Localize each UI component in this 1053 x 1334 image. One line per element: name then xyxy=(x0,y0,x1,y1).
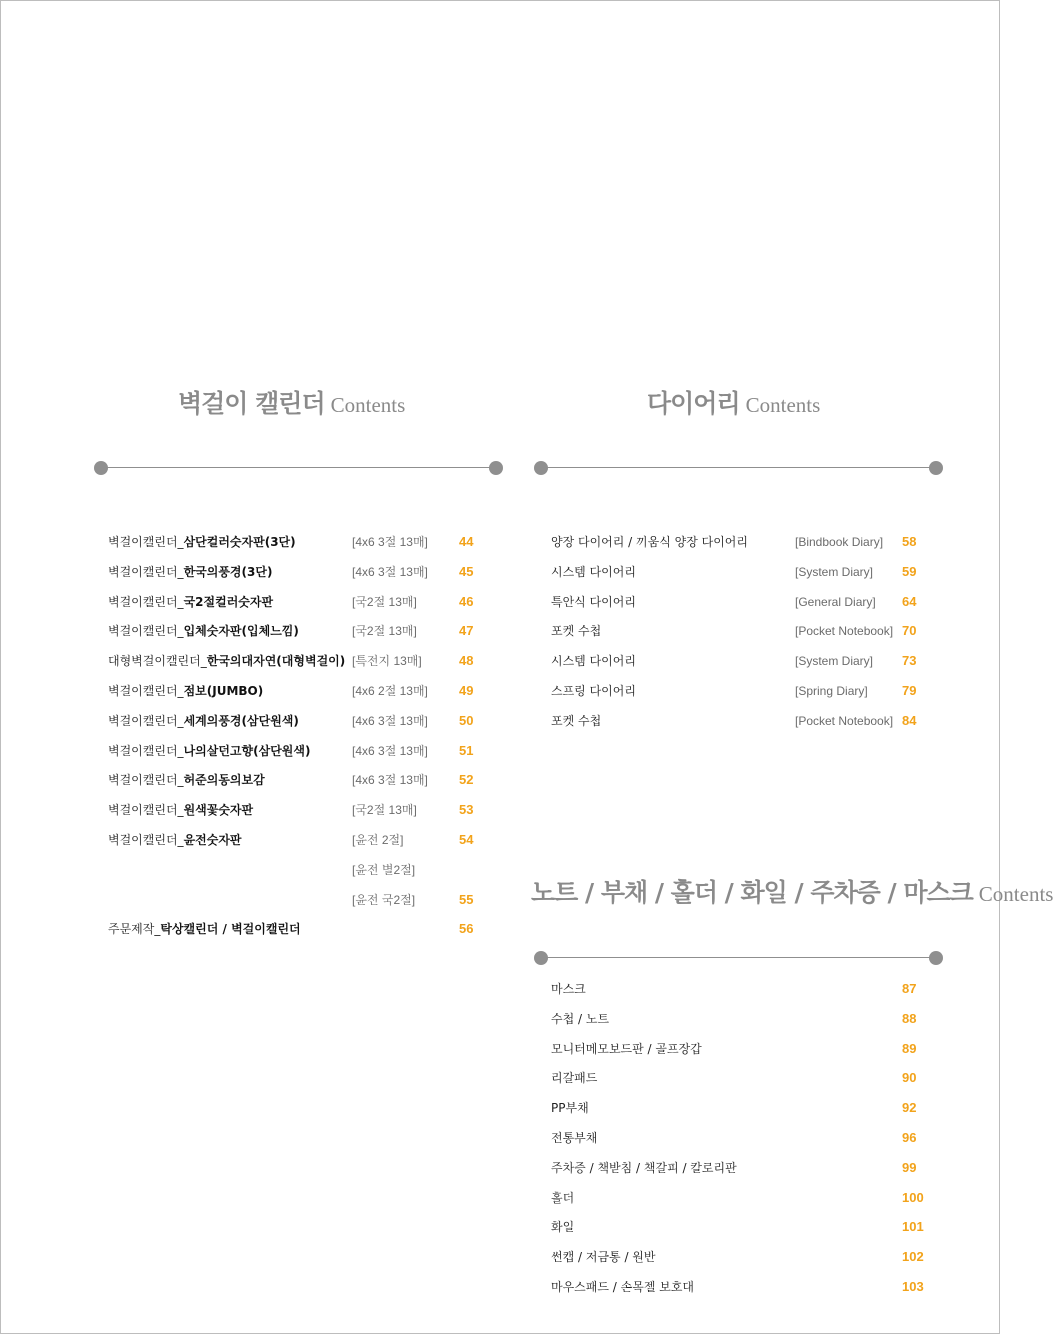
toc-entry xyxy=(551,652,941,682)
divider-dot-right xyxy=(489,461,503,475)
divider-line xyxy=(541,957,936,958)
toc-entry-prefix: 벽걸이캘린더_ xyxy=(108,535,184,549)
toc-entry xyxy=(551,1278,941,1308)
toc-entry-title: 양장 다이어리 / 끼움식 양장 다이어리 xyxy=(551,535,748,549)
toc-entry-title: 주차증 / 책받침 / 책갈피 / 칼로리판 xyxy=(551,1160,737,1175)
toc-entry xyxy=(108,831,498,861)
toc-entry-spec: [4x6 2절 13매] xyxy=(352,683,428,698)
toc-entry-title xyxy=(108,742,310,760)
toc-entry xyxy=(551,1159,941,1189)
toc-entry-title xyxy=(108,801,253,819)
toc-entry-page-number: 54 xyxy=(459,831,474,847)
wall-calendar-section-title xyxy=(178,388,405,421)
toc-entry-page-number: 99 xyxy=(902,1159,917,1175)
toc-entry-highlight: 점보(JUMBO) xyxy=(183,683,264,698)
toc-entry xyxy=(551,682,941,712)
toc-entry xyxy=(551,1218,941,1248)
toc-entry-page-number: 103 xyxy=(902,1278,924,1294)
toc-entry-prefix: 벽걸이캘린더_ xyxy=(108,624,184,639)
toc-entry-title: 홀더 xyxy=(551,1190,575,1205)
toc-entry-highlight: 한국의풍경(3단) xyxy=(183,564,273,579)
toc-entry-spec: [윤전 2절] xyxy=(352,832,404,847)
toc-entry-prefix: 대형벽걸이캘린더_ xyxy=(108,654,207,669)
toc-entry-title xyxy=(108,652,345,670)
toc-entry-page-number: 73 xyxy=(902,653,917,669)
toc-entry xyxy=(108,920,498,950)
toc-entry-page-number: 90 xyxy=(902,1070,917,1086)
toc-entry-page-number: 52 xyxy=(459,772,474,788)
toc-entry-spec: [General Diary] xyxy=(795,594,876,609)
wall-calendar-toc-list xyxy=(108,533,498,950)
toc-entry xyxy=(551,1040,941,1070)
divider-dot-right xyxy=(929,951,943,965)
toc-entry-title: 화일 xyxy=(551,1220,575,1235)
note-toc-list xyxy=(551,980,941,1308)
toc-entry-spec: [Bindbook Diary] xyxy=(795,535,884,549)
toc-entry-spec: [윤전 국2절] xyxy=(352,892,416,907)
divider-dot-right xyxy=(929,461,943,475)
note-title-english: Contents xyxy=(978,882,1053,906)
toc-entry-page-number: 87 xyxy=(902,981,917,996)
toc-entry-title xyxy=(108,920,301,938)
toc-entry-title: 수첩 / 노트 xyxy=(551,1011,610,1026)
toc-entry-page-number: 64 xyxy=(902,593,917,609)
toc-entry-title xyxy=(108,533,296,551)
toc-entry-page-number: 58 xyxy=(902,534,917,549)
toc-entry xyxy=(551,1248,941,1278)
toc-entry-highlight: 한국의대자연(대형벽걸이) xyxy=(206,654,346,669)
toc-entry-spec: [System Diary] xyxy=(795,654,874,669)
toc-entry-page-number: 59 xyxy=(902,563,917,579)
toc-entry xyxy=(551,563,941,593)
toc-entry xyxy=(108,801,498,831)
toc-entry-prefix: 벽걸이캘린더_ xyxy=(108,594,184,609)
toc-entry xyxy=(551,1010,941,1040)
toc-entry-title: 리갈패드 xyxy=(551,1071,598,1086)
toc-entry-title: 포켓 수첩 xyxy=(551,713,602,728)
toc-entry-page-number: 100 xyxy=(902,1189,924,1205)
toc-entry-page-number: 102 xyxy=(902,1249,924,1265)
toc-entry-page-number: 47 xyxy=(459,623,474,639)
toc-entry-spec: [Pocket Notebook] xyxy=(795,624,894,639)
toc-entry-prefix: 벽걸이캘린더_ xyxy=(108,773,184,788)
toc-entry-title: 모니터메모보드판 / 골프장갑 xyxy=(551,1041,702,1056)
toc-entry-page-number: 51 xyxy=(459,742,474,758)
toc-entry-title: 시스템 다이어리 xyxy=(551,564,636,579)
toc-entry-page-number: 101 xyxy=(902,1219,924,1235)
toc-entry xyxy=(551,1189,941,1219)
diary-title-korean: 다이어리 xyxy=(647,389,740,418)
toc-entry xyxy=(108,771,498,801)
toc-entry-page-number: 48 xyxy=(459,653,474,669)
toc-entry-prefix: 벽걸이캘린더_ xyxy=(108,743,184,758)
toc-entry-highlight: 삼단컬러숫자판(3단) xyxy=(183,535,296,549)
toc-entry-title: 시스템 다이어리 xyxy=(551,654,636,669)
toc-entry-spec: [국2절 13매] xyxy=(352,594,417,609)
toc-entry-page-number: 92 xyxy=(902,1100,917,1116)
toc-entry-prefix: 벽걸이캘린더_ xyxy=(108,832,184,847)
toc-entry-spec: [국2절 13매] xyxy=(352,803,417,818)
toc-entry-spec: [4x6 3절 13매] xyxy=(352,743,428,758)
toc-entry-highlight: 입체숫자판(입체느낌) xyxy=(183,624,299,639)
note-section-title xyxy=(531,877,1053,910)
toc-entry-title xyxy=(108,712,299,730)
toc-entry-page-number: 44 xyxy=(459,534,474,549)
toc-entry-highlight: 원색꽃숫자판 xyxy=(183,803,254,818)
toc-entry-page-number: 84 xyxy=(902,712,917,728)
toc-entry-page-number: 96 xyxy=(902,1129,917,1145)
toc-entry xyxy=(551,712,941,742)
divider-line xyxy=(101,467,496,468)
toc-entry-page-number: 56 xyxy=(459,921,474,937)
toc-entry-highlight: 세계의풍경(삼단원색) xyxy=(183,713,299,728)
divider-dot-left xyxy=(534,951,548,965)
toc-entry-highlight: 윤전숫자판 xyxy=(183,832,242,847)
toc-entry xyxy=(551,622,941,652)
toc-entry-title xyxy=(108,771,265,789)
toc-entry-highlight: 탁상캘린더 / 벽걸이캘린더 xyxy=(160,922,301,937)
toc-entry-spec: [윤전 별2절] xyxy=(352,862,416,877)
toc-entry-page-number: 53 xyxy=(459,802,474,818)
toc-entry-page-number: 89 xyxy=(902,1040,917,1056)
toc-entry-page-number: 88 xyxy=(902,1010,917,1026)
diary-toc-list xyxy=(551,533,941,742)
toc-entry-page-number: 49 xyxy=(459,682,474,698)
toc-entry xyxy=(551,533,941,563)
toc-entry-spec: [System Diary] xyxy=(795,564,874,579)
toc-entry xyxy=(108,682,498,712)
toc-entry-prefix: 벽걸이캘린더_ xyxy=(108,713,184,728)
toc-entry-spec: [4x6 3절 13매] xyxy=(352,773,428,788)
toc-entry-title: 스프링 다이어리 xyxy=(551,683,636,698)
toc-entry-title: 특안식 다이어리 xyxy=(551,594,636,609)
toc-entry-spec: [특전지 13매] xyxy=(352,654,422,669)
toc-entry-title xyxy=(108,593,273,611)
divider-dot-left xyxy=(534,461,548,475)
toc-entry-title: 포켓 수첩 xyxy=(551,624,602,639)
toc-entry-title xyxy=(108,831,242,849)
toc-entry-page-number: 50 xyxy=(459,712,474,728)
toc-entry-spec: [4x6 3절 13매] xyxy=(352,564,428,579)
note-divider xyxy=(534,951,943,965)
toc-entry xyxy=(551,1129,941,1159)
toc-entry-title: 전통부채 xyxy=(551,1130,598,1145)
toc-entry-page-number: 79 xyxy=(902,682,917,698)
toc-entry-title xyxy=(108,622,299,640)
note-title-korean: 노트 / 부채 / 홀더 / 화일 / 주차증 / 마스크 xyxy=(531,878,973,907)
toc-entry-prefix: 벽걸이캘린더_ xyxy=(108,564,184,579)
toc-entry xyxy=(108,622,498,652)
toc-entry-prefix: 벽걸이캘린더_ xyxy=(108,683,184,698)
toc-entry-title xyxy=(108,682,263,700)
toc-entry-page-number: 55 xyxy=(459,891,474,907)
toc-entry xyxy=(551,593,941,623)
toc-entry-title: PP부채 xyxy=(551,1101,589,1116)
toc-entry-spec: [4x6 3절 13매] xyxy=(352,535,428,549)
toc-entry-page-number: 70 xyxy=(902,623,917,639)
toc-entry xyxy=(108,652,498,682)
toc-entry-prefix: 벽걸이캘린더_ xyxy=(108,803,184,818)
toc-entry xyxy=(108,593,498,623)
toc-entry-highlight: 국2절컬러숫자판 xyxy=(183,594,274,609)
toc-entry-page-number: 45 xyxy=(459,563,474,579)
diary-divider xyxy=(534,461,943,475)
toc-entry xyxy=(551,1069,941,1099)
toc-entry-highlight: 허준의동의보감 xyxy=(183,773,265,788)
toc-entry-title: 썬캡 / 저금통 / 원반 xyxy=(551,1250,656,1265)
toc-entry-spec: [Pocket Notebook] xyxy=(795,713,894,728)
wall-calendar-title-english: Contents xyxy=(330,393,406,417)
wall-calendar-divider xyxy=(94,461,503,475)
diary-title-english: Contents xyxy=(745,393,821,417)
toc-entry-spec: [4x6 3절 13매] xyxy=(352,713,428,728)
toc-entry-page-number: 46 xyxy=(459,593,474,609)
toc-entry-title: 마스크 xyxy=(551,982,586,996)
toc-entry-spec: [국2절 13매] xyxy=(352,624,417,639)
wall-calendar-title-korean: 벽걸이 캘린더 xyxy=(178,389,325,418)
toc-entry-prefix: 주문제작_ xyxy=(108,922,161,937)
toc-entry xyxy=(108,533,498,563)
toc-entry xyxy=(108,861,498,891)
toc-entry xyxy=(108,563,498,593)
toc-entry-title xyxy=(108,563,272,581)
toc-entry-highlight: 나의살던고향(삼단원색) xyxy=(183,743,311,758)
toc-entry xyxy=(108,742,498,772)
toc-entry xyxy=(551,1099,941,1129)
toc-entry xyxy=(108,891,498,921)
toc-entry-spec: [Spring Diary] xyxy=(795,683,868,698)
divider-line xyxy=(541,467,936,468)
divider-dot-left xyxy=(94,461,108,475)
toc-entry-title: 마우스패드 / 손목젤 보호대 xyxy=(551,1279,694,1294)
toc-entry xyxy=(108,712,498,742)
diary-section-title xyxy=(647,388,820,421)
toc-entry xyxy=(551,980,941,1010)
